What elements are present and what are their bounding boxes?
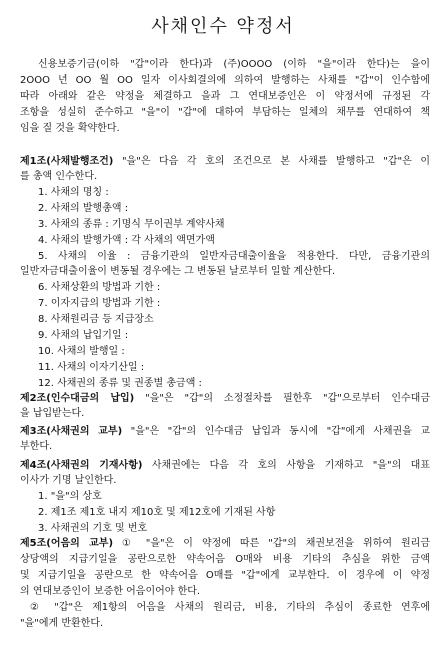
article-4-text: 사채권에는 다음 각 호의 사항을 기재하고 "을"의 대표	[142, 460, 430, 471]
article-1-item: 6. 사채상환의 방법과 기한 :	[38, 282, 161, 293]
article-5-line: 의 연대보증인이 보증한 어음이어야 한다.	[20, 586, 201, 597]
article-4-item: 1. "을"의 상호	[38, 491, 102, 502]
article-3-line: 부한다.	[20, 441, 53, 452]
article-1-item: 10. 사채의 발행일 :	[38, 346, 125, 357]
article-4-item: 3. 사채권의 기호 및 번호	[38, 523, 148, 534]
article-5-text: ① "을"은 이 약정에 따른 "갑"의 채권보전을 위하여 원리금	[113, 538, 430, 549]
article-3-heading: 제3조(사채권의 교부)	[20, 426, 123, 437]
article-1-item-cont: 일반자금대출이율이 변동될 경우에는 그 변동된 날로부터 일할 계산한다.	[20, 266, 336, 277]
article-5-line: 및 지급기일을 공란으로 한 약속어음 O매를 "갑"에게 교부한다. 이 경우에 이 약정	[20, 570, 430, 581]
article-2-line	[20, 392, 430, 405]
intro-line: 신용보증기금(이하 "갑"이라 한다)과 (주)OOOO (이하 "을"이라 한다)는 을이	[38, 59, 430, 70]
article-5-line	[20, 537, 430, 550]
article-5-heading: 제5조(어음의 교부)	[20, 538, 114, 549]
article-4-line: 이사가 기명 날인한다.	[20, 475, 117, 486]
document-title: 사채인수 약정서	[151, 16, 295, 37]
article-1-item: 5. 사채의 이율 : 금융기관의 일반자금대출이율을 적용한다. 다만, 금융기관의	[38, 251, 430, 262]
article-1-line: 를 총액 인수한다.	[20, 171, 98, 182]
intro-line: 임을 질 것을 확약한다.	[20, 123, 120, 134]
article-1-item: 7. 이자지급의 방법과 기한 :	[38, 298, 161, 309]
article-5-line: 상당액의 지급기일을 공란으로한 약속어음 O매와 비용 기타의 추심을 위한 금액	[20, 554, 430, 565]
article-1-item: 9. 사채의 납입기일 :	[38, 330, 129, 341]
article-4-item: 2. 제1조 제1호 내지 제10호 및 제12호에 기재된 사항	[38, 507, 276, 518]
article-1-item: 11. 사채의 이자기산일 :	[38, 362, 145, 373]
article-1-item: 8. 사채원리금 등 지급장소	[38, 314, 154, 325]
article-2-heading: 제2조(인수대금의 납입)	[20, 393, 135, 404]
article-3-line	[20, 425, 430, 438]
intro-line: 따라 아래와 같은 약정을 체결하고 을과 그 연대보증인은 이 약정서에 규정된 각	[20, 91, 430, 102]
article-2-text: "을"은 "갑"의 소정절차를 필한후 "갑"으로부터 인수대금	[134, 393, 430, 404]
article-1-item: 3. 사채의 종류 : 기명식 무이권부 계약사채	[38, 219, 225, 230]
article-1-item: 1. 사채의 명칭 :	[38, 187, 109, 198]
article-4-line	[20, 459, 430, 472]
article-1-item: 12. 사채권의 종류 및 권종별 총금액 :	[38, 378, 202, 389]
article-1-heading: 제1조(사채발행조건)	[20, 156, 114, 167]
article-1-item: 2. 사채의 발행총액 :	[38, 203, 129, 214]
article-1-item: 4. 사채의 발행가액 : 각 사채의 액면가액	[38, 235, 215, 246]
article-1-line	[20, 155, 430, 168]
article-5-line: ② "갑"은 제1항의 어음을 사채의 원리금, 비용, 기타의 추심이 종료한 연후에	[30, 602, 430, 613]
intro-line: 2OOO 년 OO 월 OO 일자 이사회결의에 의하여 발행하는 사채를 "갑"이 인수함에	[20, 75, 430, 86]
article-3-text: "을"은 "갑"의 인수대금 납입과 동시에 "갑"에게 사채권을 교	[122, 426, 430, 437]
article-5-line: "을"에게 반환한다.	[20, 618, 104, 629]
article-4-heading: 제4조(사채권의 기재사항)	[20, 460, 143, 471]
intro-line: 조항을 성실히 준수하고 "을"이 "갑"에 대하여 부담하는 일체의 채무를 연대하여 책	[20, 107, 430, 118]
article-1-text: "을"은 다음 각 호의 조건으로 본 사채를 발행하고 "갑"은 이	[113, 156, 430, 167]
article-2-line: 을 납입받는다.	[20, 408, 85, 419]
